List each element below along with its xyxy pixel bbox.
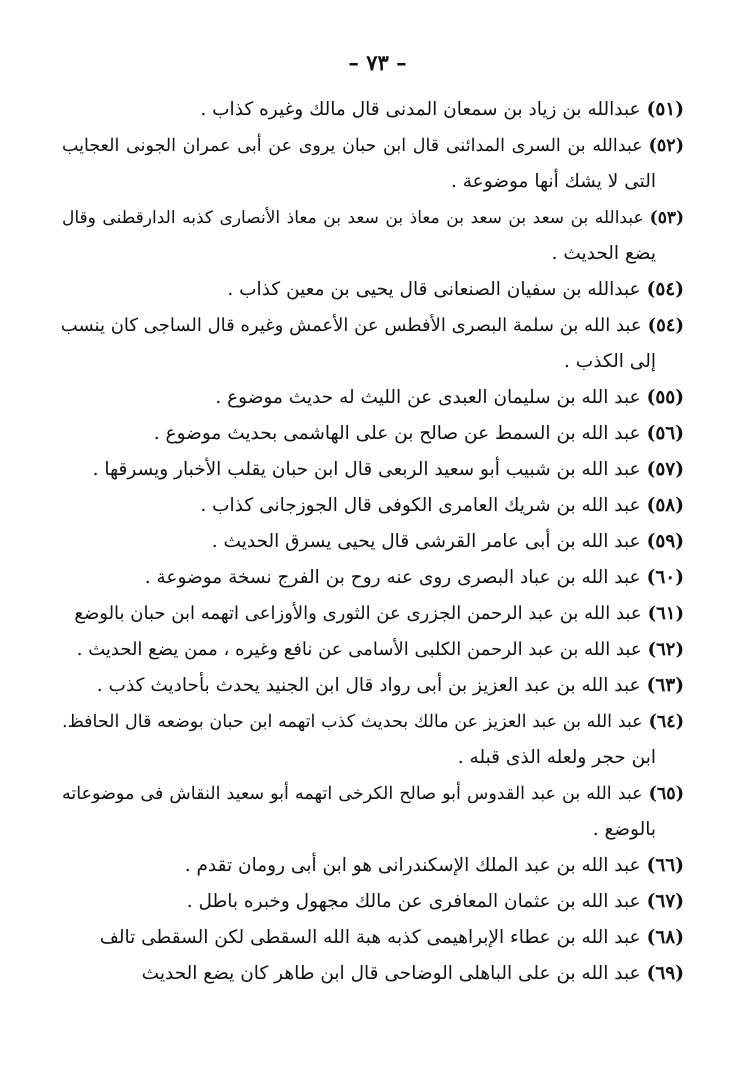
- entry-number: (٦٩): [646, 963, 684, 984]
- entry-item: [62, 380, 684, 416]
- entry-continuation: يضع الحديث .: [551, 243, 656, 264]
- entry-continuation: بالوضع .: [592, 819, 656, 840]
- entry-number: (٦٢): [647, 639, 684, 660]
- entry-line: [62, 128, 684, 164]
- entry-text: عبد الله بن سلمة البصرى الأفطس عن الأعمش وغيره قال الساجى كان ينسب: [60, 315, 642, 336]
- entry-number: (٦٨): [646, 927, 684, 948]
- entry-number: (٥٣): [649, 208, 684, 228]
- entry-text: عبد الله بن شبيب أبو سعيد الربعى قال ابن حبان يقلب الأخبار ويسرقها .: [92, 459, 641, 480]
- entry-line: [62, 92, 684, 128]
- entry-text: عبد الله بن عبد الملك الإسكندرانى هو ابن أبى رومان تقدم .: [184, 855, 641, 876]
- entry-number: (٦٦): [646, 855, 684, 876]
- entry-number: (٥٤): [647, 315, 684, 336]
- entry-text: عبد الله بن سليمان العبدى عن الليث له حديث موضوع .: [215, 387, 641, 408]
- page-number: – ٧٣ –: [348, 50, 407, 75]
- entry-text: عبد الله بن السمط عن صالح بن على الهاشمى بحديث موضوع .: [153, 423, 641, 444]
- entry-text: عبدالله بن زياد بن سمعان المدنى قال مالك وغيره كذاب .: [200, 99, 641, 120]
- entry-item: [62, 308, 684, 380]
- entry-line: [62, 668, 684, 704]
- entry-number: (٥٥): [646, 387, 684, 408]
- entry-number: (٦١): [647, 603, 684, 624]
- entry-line: [62, 956, 684, 992]
- entry-number: (٥٢): [648, 136, 684, 156]
- entry-item: [62, 920, 684, 956]
- entry-continuation: التى لا يشك أنها موضوعة .: [451, 171, 656, 192]
- entry-item: [62, 848, 684, 884]
- entry-item: [62, 524, 684, 560]
- entry-text: عبد الله بن عطاء الإبراهيمى كذبه هبة الله السقطى لكن السقطى تالف: [99, 927, 641, 948]
- entry-continuation: إلى الكذب .: [564, 351, 656, 372]
- entry-line: [62, 596, 684, 632]
- entry-line: [62, 848, 684, 884]
- entry-number: (٦٥): [648, 784, 684, 804]
- entry-text: عبد الله بن عبد العزيز عن مالك بحديث كذب اتهمه ابن حبان بوضعه قال الحافظ.: [62, 712, 643, 732]
- entry-number: (٥٩): [646, 531, 684, 552]
- entry-line: [62, 308, 684, 344]
- entry-text: عبد الله بن شريك العامرى الكوفى قال الجوزجانى كذاب .: [200, 495, 641, 516]
- entry-item: [62, 200, 684, 272]
- entry-text: عبد الله بن عباد البصرى روى عنه روح بن الفرج نسخة موضوعة .: [144, 567, 641, 588]
- entry-item: [62, 560, 684, 596]
- entry-number: (٥٦): [646, 423, 684, 444]
- entry-continuation: ابن حجر ولعله الذى قبله .: [457, 747, 656, 768]
- entry-line: [62, 704, 684, 740]
- entry-line: [62, 524, 684, 560]
- entry-line: [62, 380, 684, 416]
- entry-item: [62, 92, 684, 128]
- entry-number: (٦٠): [646, 567, 684, 588]
- entry-number: (٥١): [646, 99, 684, 120]
- entry-line: [62, 920, 684, 956]
- entry-text: عبد الله بن عبد الرحمن الكلبى الأسامى عن نافع وغيره ، ممن يضع الحديث .: [76, 639, 642, 660]
- entry-line: [62, 632, 684, 668]
- entry-text: عبد الله بن عبد القدوس أبو صالح الكرخى اتهمه أبو سعيد النقاش فى موضوعاته: [62, 784, 643, 804]
- entry-item: [62, 488, 684, 524]
- entry-line: [62, 776, 684, 812]
- entry-text: عبد الله بن على الباهلى الوضاحى قال ابن طاهر كان يضع الحديث: [141, 963, 641, 984]
- entry-text: عبدالله بن السرى المدائنى قال ابن حبان يروى عن أبى عمران الجونى العجايب: [62, 136, 643, 156]
- entry-item: [62, 596, 684, 632]
- entry-item: [62, 956, 684, 992]
- entry-line: [62, 884, 684, 920]
- entry-line: [62, 416, 684, 452]
- entry-text: عبد الله بن أبى عامر القرشى قال يحيى يسرق الحديث .: [211, 531, 641, 552]
- entry-number: (٦٣): [646, 675, 684, 696]
- entry-line: [62, 452, 684, 488]
- entry-text: عبدالله بن سعد بن سعد بن معاذ بن سعد بن معاذ الأنصارى كذبه الدارقطنى وقال: [62, 208, 644, 228]
- entry-list: [62, 92, 684, 992]
- entry-number: (٥٧): [646, 459, 684, 480]
- entry-item: [62, 776, 684, 848]
- entry-item: [62, 704, 684, 776]
- entry-item: [62, 416, 684, 452]
- entry-line: [62, 200, 684, 236]
- entry-number: (٥٨): [646, 495, 684, 516]
- entry-text: عبد الله بن عبد العزيز بن أبى رواد قال ابن الجنيد يحدث بأحاديث كذب .: [96, 675, 641, 696]
- entry-line: [62, 488, 684, 524]
- entry-number: (٦٧): [646, 891, 684, 912]
- entry-item: [62, 128, 684, 200]
- entry-item: [62, 884, 684, 920]
- entry-line: [62, 560, 684, 596]
- entry-text: عبد الله بن عبد الرحمن الجزرى عن الثورى والأوزاعى اتهمه ابن حبان بالوضع: [74, 603, 642, 624]
- entry-line: [62, 272, 684, 308]
- entry-item: [62, 452, 684, 488]
- entry-text: عبد الله بن عثمان المعافرى عن مالك مجهول وخبره باطل .: [186, 891, 641, 912]
- entry-item: [62, 632, 684, 668]
- entry-text: عبدالله بن سفيان الصنعانى قال يحيى بن معين كذاب .: [227, 279, 641, 300]
- entry-item: [62, 272, 684, 308]
- entry-item: [62, 668, 684, 704]
- entry-number: (٥٤): [646, 279, 684, 300]
- entry-number: (٦٤): [648, 712, 684, 732]
